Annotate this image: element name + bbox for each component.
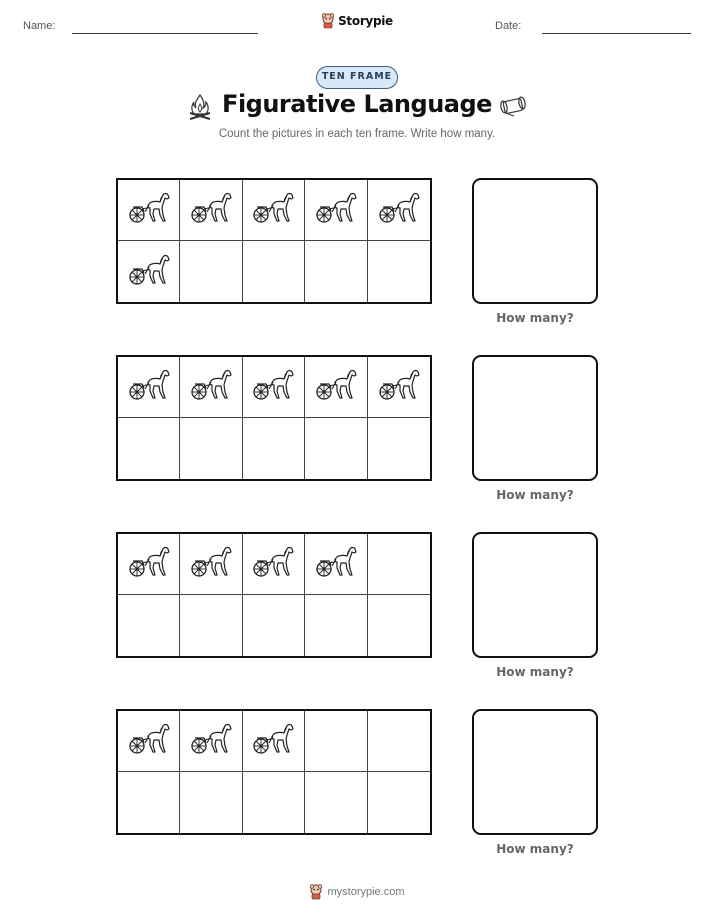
horse-chariot-icon bbox=[251, 721, 295, 761]
ten-frame bbox=[116, 178, 432, 304]
how-many-label: How many? bbox=[496, 665, 574, 679]
answer-box[interactable] bbox=[472, 355, 598, 481]
ten-frame-cell bbox=[368, 595, 430, 656]
how-many-label: How many? bbox=[496, 311, 574, 325]
ten-frame-cell bbox=[180, 595, 242, 656]
ten-frame-cell bbox=[243, 180, 305, 241]
ten-frame-cell bbox=[305, 711, 367, 772]
name-line[interactable] bbox=[72, 33, 258, 34]
horse-chariot-icon bbox=[127, 252, 171, 292]
worksheet-title: Figurative Language bbox=[222, 90, 492, 118]
ten-frame-cell bbox=[305, 357, 367, 418]
ten-frame-cell bbox=[243, 357, 305, 418]
horse-chariot-icon bbox=[189, 367, 233, 407]
ten-frame-cell bbox=[368, 180, 430, 241]
ten-frame-cell bbox=[180, 418, 242, 479]
instructions: Count the pictures in each ten frame. Write how many. bbox=[218, 128, 496, 140]
horse-chariot-icon bbox=[314, 367, 358, 407]
horse-chariot-icon bbox=[127, 367, 171, 407]
date-line[interactable] bbox=[542, 33, 691, 34]
horse-chariot-icon bbox=[251, 190, 295, 230]
ten-frame-cell bbox=[118, 711, 180, 772]
ten-frame-cell bbox=[368, 772, 430, 833]
horse-chariot-icon bbox=[314, 190, 358, 230]
horse-chariot-icon bbox=[189, 544, 233, 584]
answer-box[interactable] bbox=[472, 178, 598, 304]
brand-name: Storypie bbox=[338, 14, 393, 28]
horse-chariot-icon bbox=[314, 544, 358, 584]
ten-frame-cell bbox=[118, 772, 180, 833]
answer-box[interactable] bbox=[472, 709, 598, 835]
ten-frame-cell bbox=[368, 357, 430, 418]
ten-frame-cell bbox=[118, 357, 180, 418]
brand bbox=[0, 13, 714, 33]
how-many-label: How many? bbox=[496, 842, 574, 856]
ten-frame-cell bbox=[243, 418, 305, 479]
date-label: Date: bbox=[495, 20, 522, 32]
ten-frame-cell bbox=[368, 241, 430, 302]
ten-frame-cell bbox=[243, 241, 305, 302]
category-badge: TEN FRAME bbox=[316, 66, 398, 89]
horse-chariot-icon bbox=[189, 190, 233, 230]
ten-frame bbox=[116, 532, 432, 658]
footer bbox=[0, 884, 714, 904]
ten-frame-cell bbox=[118, 241, 180, 302]
ten-frame-cell bbox=[243, 534, 305, 595]
ten-frame-cell bbox=[305, 418, 367, 479]
ten-frame-cell bbox=[180, 534, 242, 595]
horse-chariot-icon bbox=[127, 721, 171, 761]
ten-frame-cell bbox=[118, 534, 180, 595]
ten-frame-cell bbox=[368, 711, 430, 772]
ten-frame-cell bbox=[118, 595, 180, 656]
name-label: Name: bbox=[23, 20, 56, 32]
horse-chariot-icon bbox=[251, 367, 295, 407]
ten-frame-cell bbox=[180, 180, 242, 241]
ten-frame-cell bbox=[305, 180, 367, 241]
ten-frame-cell bbox=[305, 241, 367, 302]
ten-frame-cell bbox=[305, 534, 367, 595]
ten-frame-cell bbox=[243, 711, 305, 772]
ten-frame-cell bbox=[243, 595, 305, 656]
storypie-logo-icon bbox=[321, 13, 335, 29]
horse-chariot-icon bbox=[127, 190, 171, 230]
horse-chariot-icon bbox=[127, 544, 171, 584]
how-many-label: How many? bbox=[496, 488, 574, 502]
ten-frame-cell bbox=[180, 241, 242, 302]
ten-frame-cell bbox=[368, 534, 430, 595]
ten-frame-cell bbox=[180, 772, 242, 833]
ten-frame-cell bbox=[305, 595, 367, 656]
ten-frame-cell bbox=[368, 418, 430, 479]
ten-frame bbox=[116, 355, 432, 481]
footer-url: mystorypie.com bbox=[327, 886, 405, 898]
ten-frame-cell bbox=[243, 772, 305, 833]
ten-frame-cell bbox=[180, 711, 242, 772]
ten-frame-cell bbox=[118, 180, 180, 241]
horse-chariot-icon bbox=[251, 544, 295, 584]
horse-chariot-icon bbox=[377, 367, 421, 407]
storypie-logo-icon bbox=[309, 884, 323, 900]
ten-frame bbox=[116, 709, 432, 835]
ten-frame-cell bbox=[305, 772, 367, 833]
scroll-icon bbox=[498, 96, 528, 118]
answer-box[interactable] bbox=[472, 532, 598, 658]
horse-chariot-icon bbox=[189, 721, 233, 761]
ten-frame-cell bbox=[118, 418, 180, 479]
horse-chariot-icon bbox=[377, 190, 421, 230]
ten-frame-cell bbox=[180, 357, 242, 418]
